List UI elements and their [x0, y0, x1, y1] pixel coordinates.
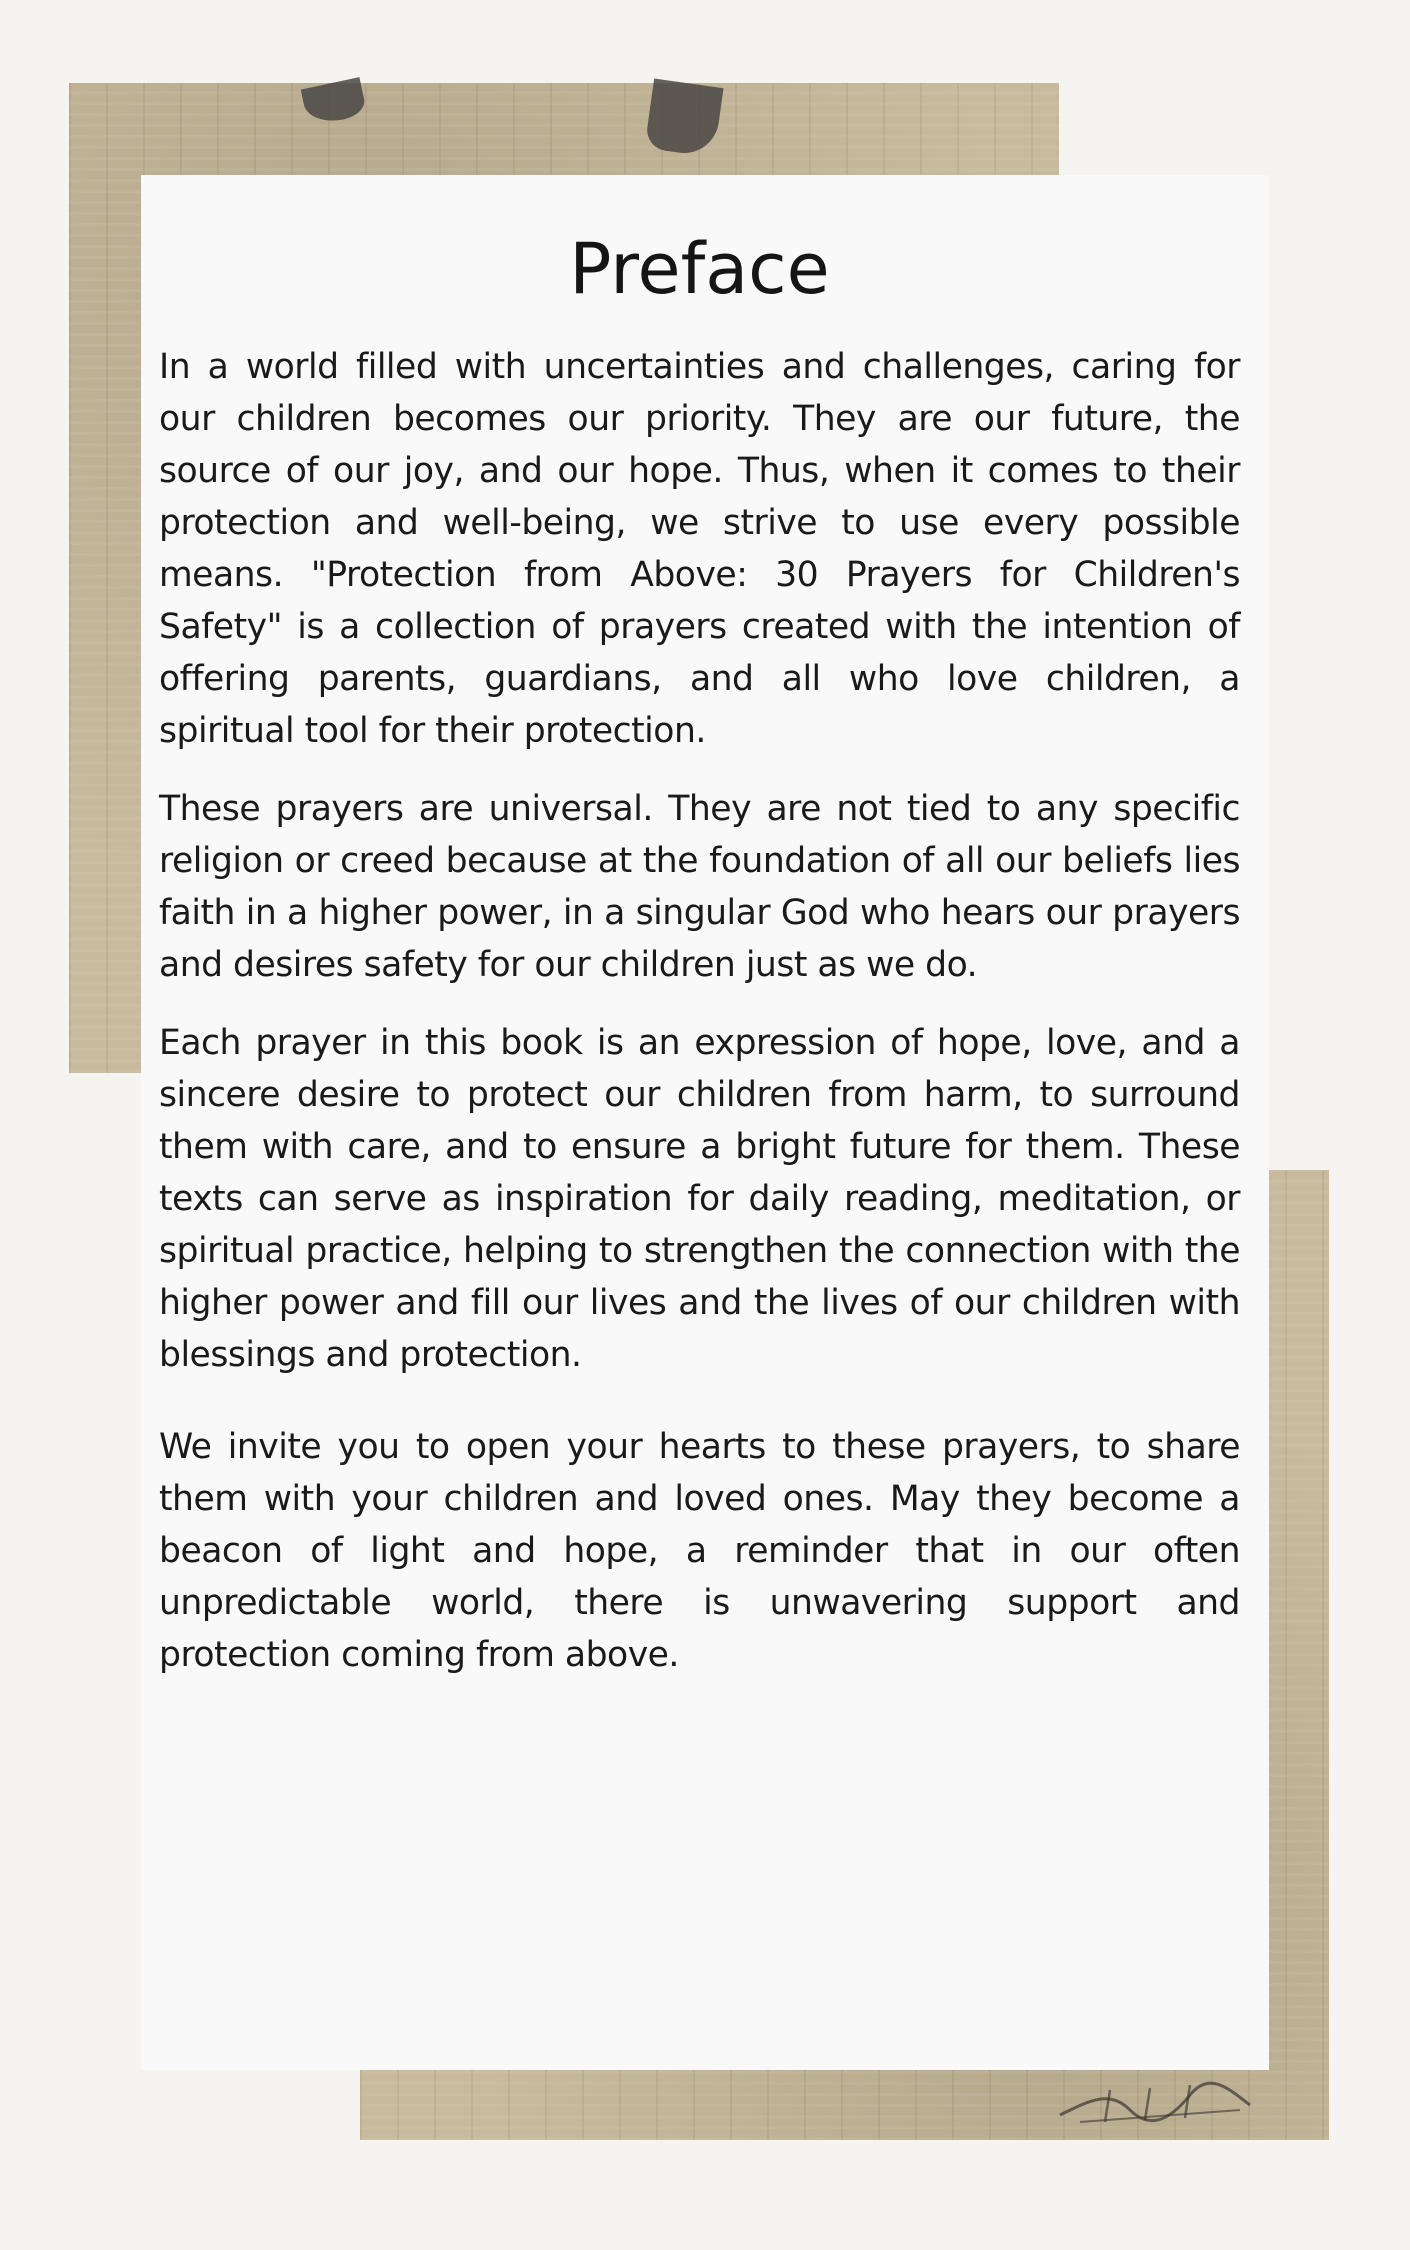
ink-mark-right: [644, 78, 723, 157]
preface-card: [141, 175, 1269, 2070]
page-title: Preface: [569, 228, 830, 310]
paragraph-2: These prayers are universal. They are not tied to any specific religion or creed because at the foundation of all our beliefs lies faith in a higher power, in a singular God who hears our prayers and desires safety for our children just as we do.: [159, 789, 1240, 985]
paragraph-4: We invite you to open your hearts to these prayers, to share them with your children and loved ones. May they become a beacon of light and hope, a reminder that in our often unpredictable world, there is unwavering support and protection coming from above.: [159, 1427, 1240, 1675]
paragraph-3: Each prayer in this book is an expression of hope, love, and a sincere desire to protect our children from harm, to surround them with care, and to ensure a bright future for them. These texts can serve as inspiration for daily reading, meditation, or spiritual practice, helping to strengthen the connection with the higher power and fill our lives and the lives of our children with blessings and protection.: [159, 1023, 1240, 1375]
handwritten-signature: [1050, 2060, 1270, 2140]
ink-mark-left: [301, 77, 368, 127]
paragraph-1: In a world filled with uncertainties and challenges, caring for our children becomes our priority. They are our future, the source of our joy, and our hope. Thus, when it comes to their protection and well-being, we strive to use every possible means. "Protection from Above: 30 Prayers for Children's Safety" is a collection of prayers created with the intention of offering parents, guardians, and all who love children, a spiritual tool for their protection.: [159, 347, 1240, 751]
